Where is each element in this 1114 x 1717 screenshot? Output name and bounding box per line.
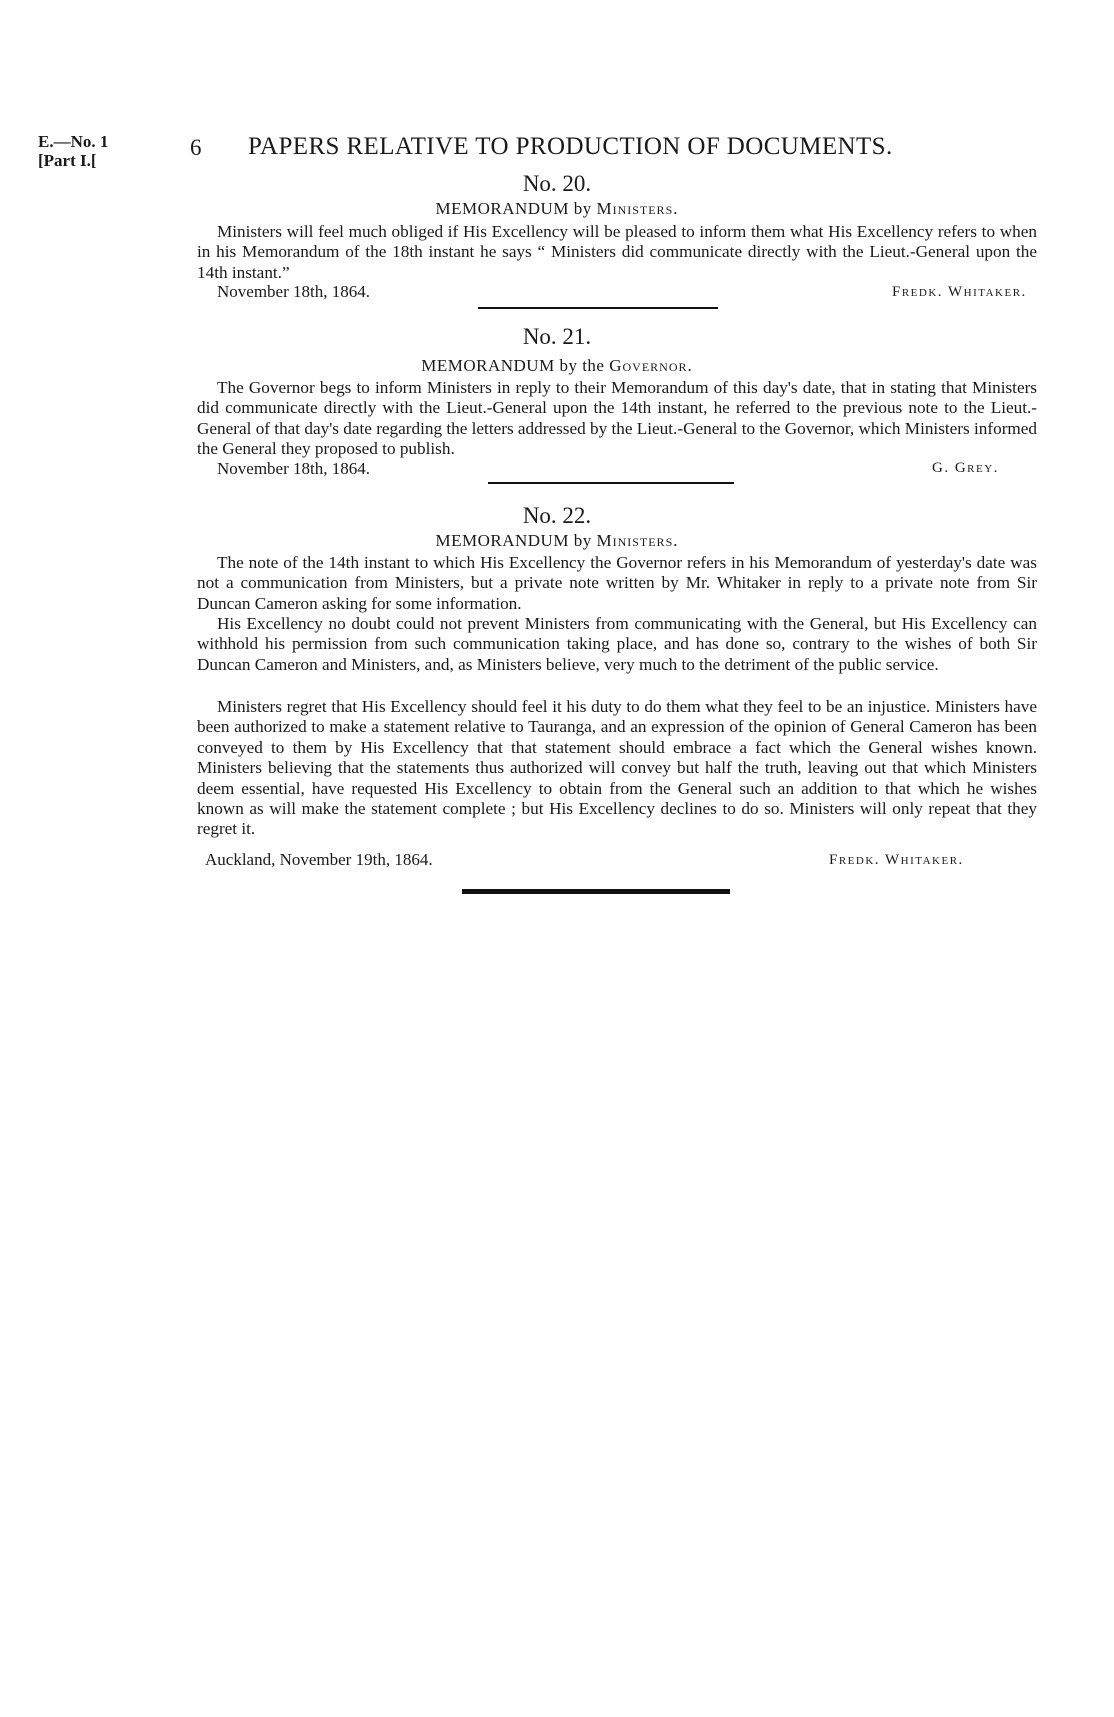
running-title: PAPERS RELATIVE TO PRODUCTION OF DOCUMENTS. xyxy=(248,133,893,160)
end-rule xyxy=(462,889,730,894)
margin-ref-line2: [Part I.[ xyxy=(38,151,97,170)
memo-heading-title: MEMORANDUM by xyxy=(435,531,597,550)
memo-heading-author: Ministers. xyxy=(596,531,679,550)
memo-number: No. 20. xyxy=(522,171,592,196)
memo-heading xyxy=(0,199,1114,219)
memo-paragraph-text: Ministers regret that His Excellency should feel it his duty to do them what they feel to be an injustice. Ministers have been authorized to make a statement relative to Tauranga, and an expression of the opinion of General Cameron has been conveyed to them by His Excellency that that statement should embrace a fact which the General wishes known. Ministers believing that the statements thus authorized will convey but half the truth, leaving out that which Ministers deem essential, have requested His Excellency to obtain from the General such an addition to that which he wishes known as will make the statement complete ; but His Excellency declines to do so. Ministers will only repeat that they regret it. xyxy=(197,697,1037,839)
margin-reference xyxy=(38,132,108,170)
memo-paragraph xyxy=(197,378,1037,460)
margin-ref-line1: E.—No. 1 xyxy=(38,132,109,151)
memo-heading-title: MEMORANDUM by the xyxy=(421,356,610,375)
memo-paragraph-text: Ministers will feel much obliged if His Excellency will be pleased to inform them what His Excellency refers to when in his Memorandum of the 18th instant he says “ Ministers did communicate directly with the Lieut.-General upon the 14th instant.” xyxy=(197,222,1037,282)
memo-number: No. 22. xyxy=(522,503,592,528)
memo-date: November 18th, 1864. xyxy=(217,282,370,301)
memo-paragraph xyxy=(197,553,1037,614)
section-divider xyxy=(488,482,734,484)
memo-paragraph xyxy=(197,614,1037,675)
section-divider xyxy=(478,307,718,309)
page-number: 6 xyxy=(190,135,202,160)
memo-number: No. 21. xyxy=(522,324,592,349)
memo-signature: Fredk. Whitaker. xyxy=(829,852,964,868)
memo-heading-author: Governor. xyxy=(609,356,693,375)
memo-paragraph xyxy=(197,697,1037,840)
memo-heading xyxy=(0,356,1114,376)
memo-date: November 18th, 1864. xyxy=(217,459,370,478)
memo-paragraph-text: The note of the 14th instant to which His Excellency the Governor refers in his Memorandum of yesterday's date was not a communication from Ministers, but a private note written by Mr. Whitaker in reply to a private note from Sir Duncan Cameron asking for some information. xyxy=(197,553,1037,613)
memo-date: Auckland, November 19th, 1864. xyxy=(205,850,433,869)
memo-paragraph-text: His Excellency no doubt could not prevent Ministers from communicating with the General, but His Excellency can withhold his permission from such communication taking place, and has done so, contrary to the wishes of both Sir Duncan Cameron and Ministers, and, as Ministers believe, very much to the detriment of the public service. xyxy=(197,614,1037,674)
memo-signature: Fredk. Whitaker. xyxy=(892,284,1027,300)
memo-heading-title: MEMORANDUM by xyxy=(435,199,597,218)
memo-paragraph-text: The Governor begs to inform Ministers in reply to their Memorandum of this day's date, that in stating that Ministers did communicate directly with the Lieut.-General upon the 14th instant, he referred to the previous note to the Lieut.-General of that day's date regarding the letters addressed by the Lieut.-General to the Governor, which Ministers informed the General they proposed to publish. xyxy=(197,378,1038,459)
memo-signature: G. Grey. xyxy=(932,460,999,476)
memo-heading-author: Ministers. xyxy=(596,199,679,218)
memo-paragraph xyxy=(197,222,1037,283)
memo-heading xyxy=(0,531,1114,551)
